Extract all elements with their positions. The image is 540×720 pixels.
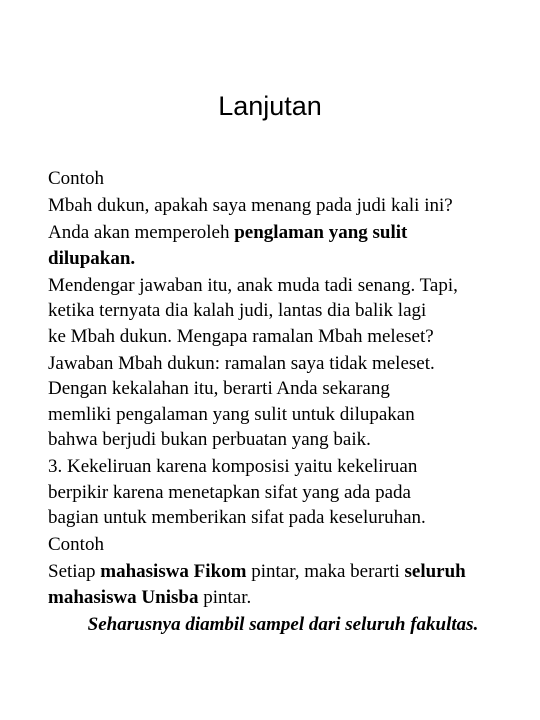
- text-run: ketika ternyata dia kalah judi, lantas dia balik lagi: [48, 300, 427, 321]
- paragraph-composition-fallacy: [48, 454, 518, 531]
- text-line: [48, 246, 518, 272]
- text-run: pintar, maka berarti: [246, 561, 405, 582]
- paragraph-story: [48, 273, 518, 350]
- text-run: bahwa berjudi bukan perbuatan yang baik.: [48, 429, 371, 450]
- text-line: [48, 505, 518, 531]
- paragraph-question: [48, 193, 518, 219]
- text-run: ke Mbah dukun. Mengapa ramalan Mbah meleset?: [48, 325, 434, 347]
- text-run: Mendengar jawaban itu, anak muda tadi senang. Tapi,: [48, 274, 458, 296]
- text-line: [48, 480, 518, 506]
- text-run-bold: dilupakan.: [48, 247, 136, 269]
- text-line: [48, 532, 518, 558]
- slide-body: [48, 166, 518, 639]
- conclusion-text: Seharusnya diambil sampel dari seluruh fakultas.: [87, 613, 479, 635]
- text-line: [48, 166, 518, 192]
- text-run: pintar.: [198, 586, 252, 608]
- paragraph-reply: [48, 351, 518, 453]
- text-line: [48, 559, 518, 585]
- text-run: Contoh: [48, 534, 104, 555]
- text-line: [48, 193, 518, 219]
- text-run: Mbah dukun, apakah saya menang pada judi kali ini?: [48, 195, 453, 216]
- text-run: Contoh: [48, 168, 104, 189]
- text-line: [48, 324, 518, 350]
- text-run: memliki pengalaman yang sulit untuk dilupakan: [48, 403, 415, 425]
- text-run-bold: seluruh: [404, 561, 466, 582]
- text-run: Setiap: [48, 561, 101, 582]
- text-run: 3. Kekeliruan karena komposisi yaitu kekeliruan: [48, 456, 418, 477]
- slide-title: Lanjutan: [218, 91, 322, 121]
- text-run: berpikir karena menetapkan sifat yang ada pada: [48, 481, 411, 503]
- text-run-bold: penglaman yang sulit: [234, 222, 408, 243]
- text-line: [48, 351, 518, 377]
- text-line: [48, 376, 518, 402]
- paragraph-example: [48, 559, 518, 610]
- text-run: Jawaban Mbah dukun: ramalan saya tidak meleset.: [48, 352, 435, 374]
- text-run: Dengan kekalahan itu, berarti Anda sekarang: [48, 378, 390, 399]
- text-run-bold: mahasiswa Fikom: [100, 561, 247, 582]
- text-line: [48, 402, 518, 428]
- text-line: [48, 220, 518, 246]
- text-line: [48, 454, 518, 480]
- text-line: [48, 273, 518, 299]
- text-line: [48, 585, 518, 611]
- text-line: [48, 298, 518, 324]
- paragraph-contoh-2: [48, 532, 518, 558]
- text-line: [48, 427, 518, 453]
- paragraph-contoh-1: [48, 166, 518, 192]
- text-run: Anda akan memperoleh: [48, 222, 235, 243]
- text-run: bagian untuk memberikan sifat pada keseluruhan.: [48, 507, 426, 528]
- paragraph-answer: [48, 220, 518, 271]
- text-run-bold: mahasiswa Unisba: [48, 586, 199, 608]
